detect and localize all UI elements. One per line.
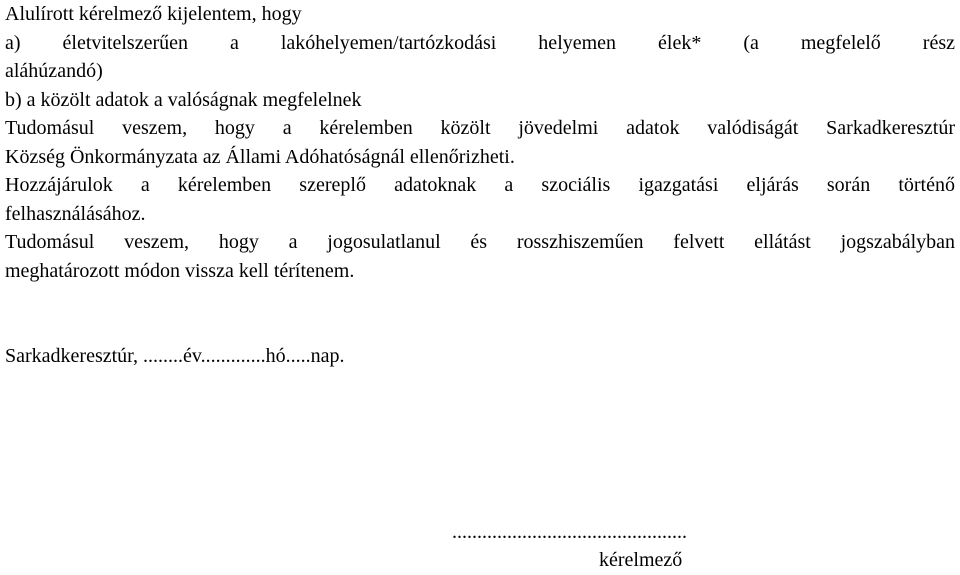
- paragraph-3-line2: meghatározott módon vissza kell térítenem.: [5, 259, 355, 282]
- spacer: [5, 285, 955, 342]
- paragraph-2-line2: felhasználásához.: [5, 202, 146, 225]
- signature-line: ...............................................: [452, 521, 687, 543]
- declaration-document: [5, 0, 955, 371]
- paragraph-1-line2: Község Önkormányzata az Állami Adóhatóságnál ellenőrizheti.: [5, 145, 515, 168]
- signature-block: [0, 518, 960, 573]
- paragraph-3-line1: Tudomásul veszem, hogy a jogosulatlanul és rosszhiszeműen felvett ellátást jogszabályban: [5, 231, 955, 253]
- place-and-date: Sarkadkeresztúr, ........év.............hó.....nap.: [5, 345, 345, 367]
- declaration-heading: Alulírott kérelmező kijelentem, hogy: [5, 3, 302, 25]
- item-a-line1: a) életvitelszerűen a lakóhelyemen/tartózkodási helyemen élek* (a megfelelő rész: [5, 31, 955, 54]
- paragraph-1-line1: Tudomásul veszem, hogy a kérelemben közölt jövedelmi adatok valódiságát Sarkadkeresztúr: [5, 117, 955, 139]
- signature-label: kérelmező: [599, 549, 683, 571]
- paragraph-2-line1: Hozzájárulok a kérelemben szereplő adatoknak a szociális igazgatási eljárás során történő: [5, 174, 955, 196]
- item-b: b) a közölt adatok a valóságnak megfelelnek: [5, 88, 362, 111]
- item-a-line2: aláhúzandó): [5, 60, 103, 82]
